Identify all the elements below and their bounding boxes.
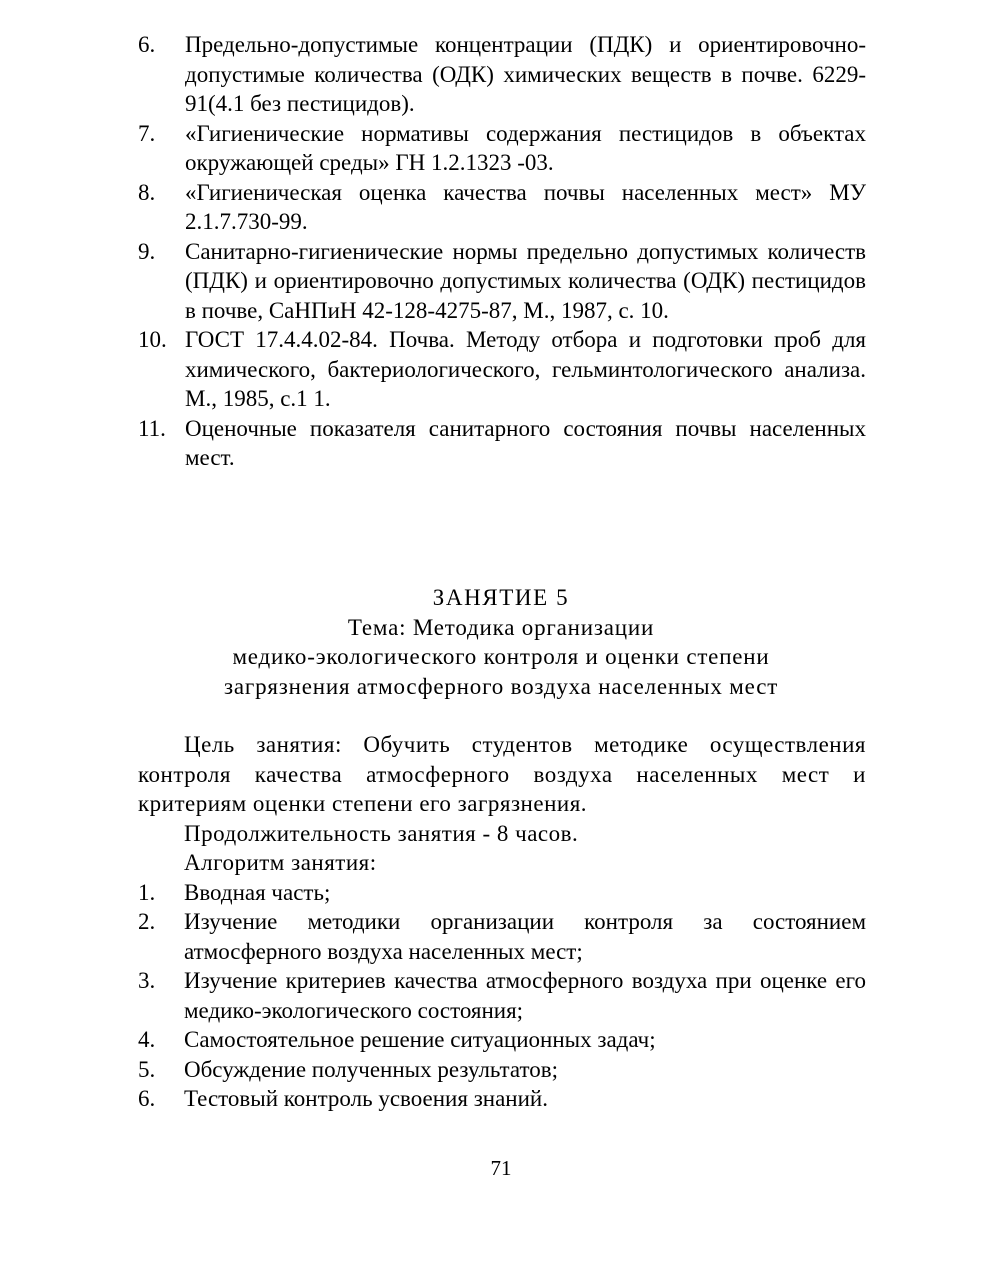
reference-item bbox=[138, 30, 866, 119]
algorithm-step-text: Вводная часть; bbox=[184, 879, 331, 905]
reference-text: Оценочные показателя санитарного состояния почвы населенных мест. bbox=[185, 415, 866, 470]
algorithm-step-text: Самостоятельное решение ситуационных задач; bbox=[184, 1027, 656, 1052]
reference-text: Санитарно-гигиенические нормы предельно допустимых количеств (ПДК) и ориентировочно допустимых количества (ОДК) пестицидов в почве, СаНПиН 42-128-4275-87, М., 1987, с. 10. bbox=[185, 238, 866, 323]
reference-text: ГОСТ 17.4.4.02-84. Почва. Методу отбора и подготовки проб для химического, бактериологического, гельминтологического анализа. М., 1985, с.1 1. bbox=[185, 327, 866, 411]
reference-list bbox=[138, 30, 866, 473]
algorithm-step-number: 1. bbox=[138, 879, 156, 905]
algorithm-step-number: 5. bbox=[138, 1056, 156, 1082]
algorithm-step-text: Изучение критериев качества атмосферного воздуха при оценке его медико-экологического состояния; bbox=[184, 968, 866, 1023]
algorithm-step bbox=[138, 1084, 866, 1114]
reference-item bbox=[138, 325, 866, 414]
algorithm-step-number: 3. bbox=[138, 968, 156, 993]
algorithm-step-text: Обсуждение полученных результатов; bbox=[184, 1056, 558, 1082]
lesson-topic-line: загрязнения атмосферного воздуха населенных мест bbox=[223, 673, 779, 699]
algorithm-list bbox=[138, 878, 866, 1114]
reference-item bbox=[138, 119, 866, 178]
lesson-heading bbox=[0, 583, 1002, 701]
reference-text: Предельно-допустимые концентрации (ПДК) и ориентировочно-допустимые количества (ОДК) химических веществ в почве. 6229-91(4.1 без пестицидов). bbox=[185, 32, 866, 116]
algorithm-step-number: 6. bbox=[138, 1086, 156, 1111]
algorithm-step bbox=[138, 1025, 866, 1055]
reference-item bbox=[138, 414, 866, 473]
reference-item bbox=[138, 178, 866, 237]
lesson-duration: Продолжительность занятия - 8 часов. bbox=[184, 820, 579, 846]
algorithm-step-number: 4. bbox=[138, 1027, 156, 1052]
reference-item bbox=[138, 237, 866, 326]
algorithm-step-text: Тестовый контроль усвоения знаний. bbox=[184, 1086, 548, 1111]
algorithm-step bbox=[138, 907, 866, 966]
algorithm-step bbox=[138, 878, 866, 908]
reference-number: 7. bbox=[138, 120, 156, 146]
lesson-topic-line: Тема: Методика организации bbox=[347, 614, 655, 640]
reference-text: «Гигиеническая оценка качества почвы населенных мест» МУ 2.1.7.730-99. bbox=[185, 179, 866, 234]
lesson-title: ЗАНЯТИЕ 5 bbox=[432, 585, 570, 610]
reference-number: 11. bbox=[138, 415, 166, 441]
reference-number: 9. bbox=[138, 238, 156, 264]
algorithm-step bbox=[138, 1055, 866, 1085]
reference-number: 6. bbox=[138, 32, 156, 57]
algorithm-step-number: 2. bbox=[138, 909, 156, 934]
reference-text: «Гигиенические нормативы содержания пестицидов в объектах окружающей среды» ГН 1.2.1323 -03. bbox=[185, 120, 866, 175]
algorithm-step-text: Изучение методики организации контроля за состоянием атмосферного воздуха населенных мест; bbox=[184, 909, 866, 964]
lesson-goal: Цель занятия: Обучить студентов методике осуществления контроля качества атмосферного воздуха населенных мест и критериям оценки степени его загрязнения. bbox=[138, 732, 866, 816]
reference-number: 8. bbox=[138, 179, 156, 205]
lesson-topic-line: медико-экологического контроля и оценки степени bbox=[232, 644, 770, 669]
reference-number: 10. bbox=[138, 327, 167, 352]
lesson-body bbox=[138, 730, 866, 1114]
algorithm-step bbox=[138, 966, 866, 1025]
algorithm-label: Алгоритм занятия: bbox=[184, 850, 377, 875]
page-number: 71 bbox=[490, 1156, 512, 1180]
